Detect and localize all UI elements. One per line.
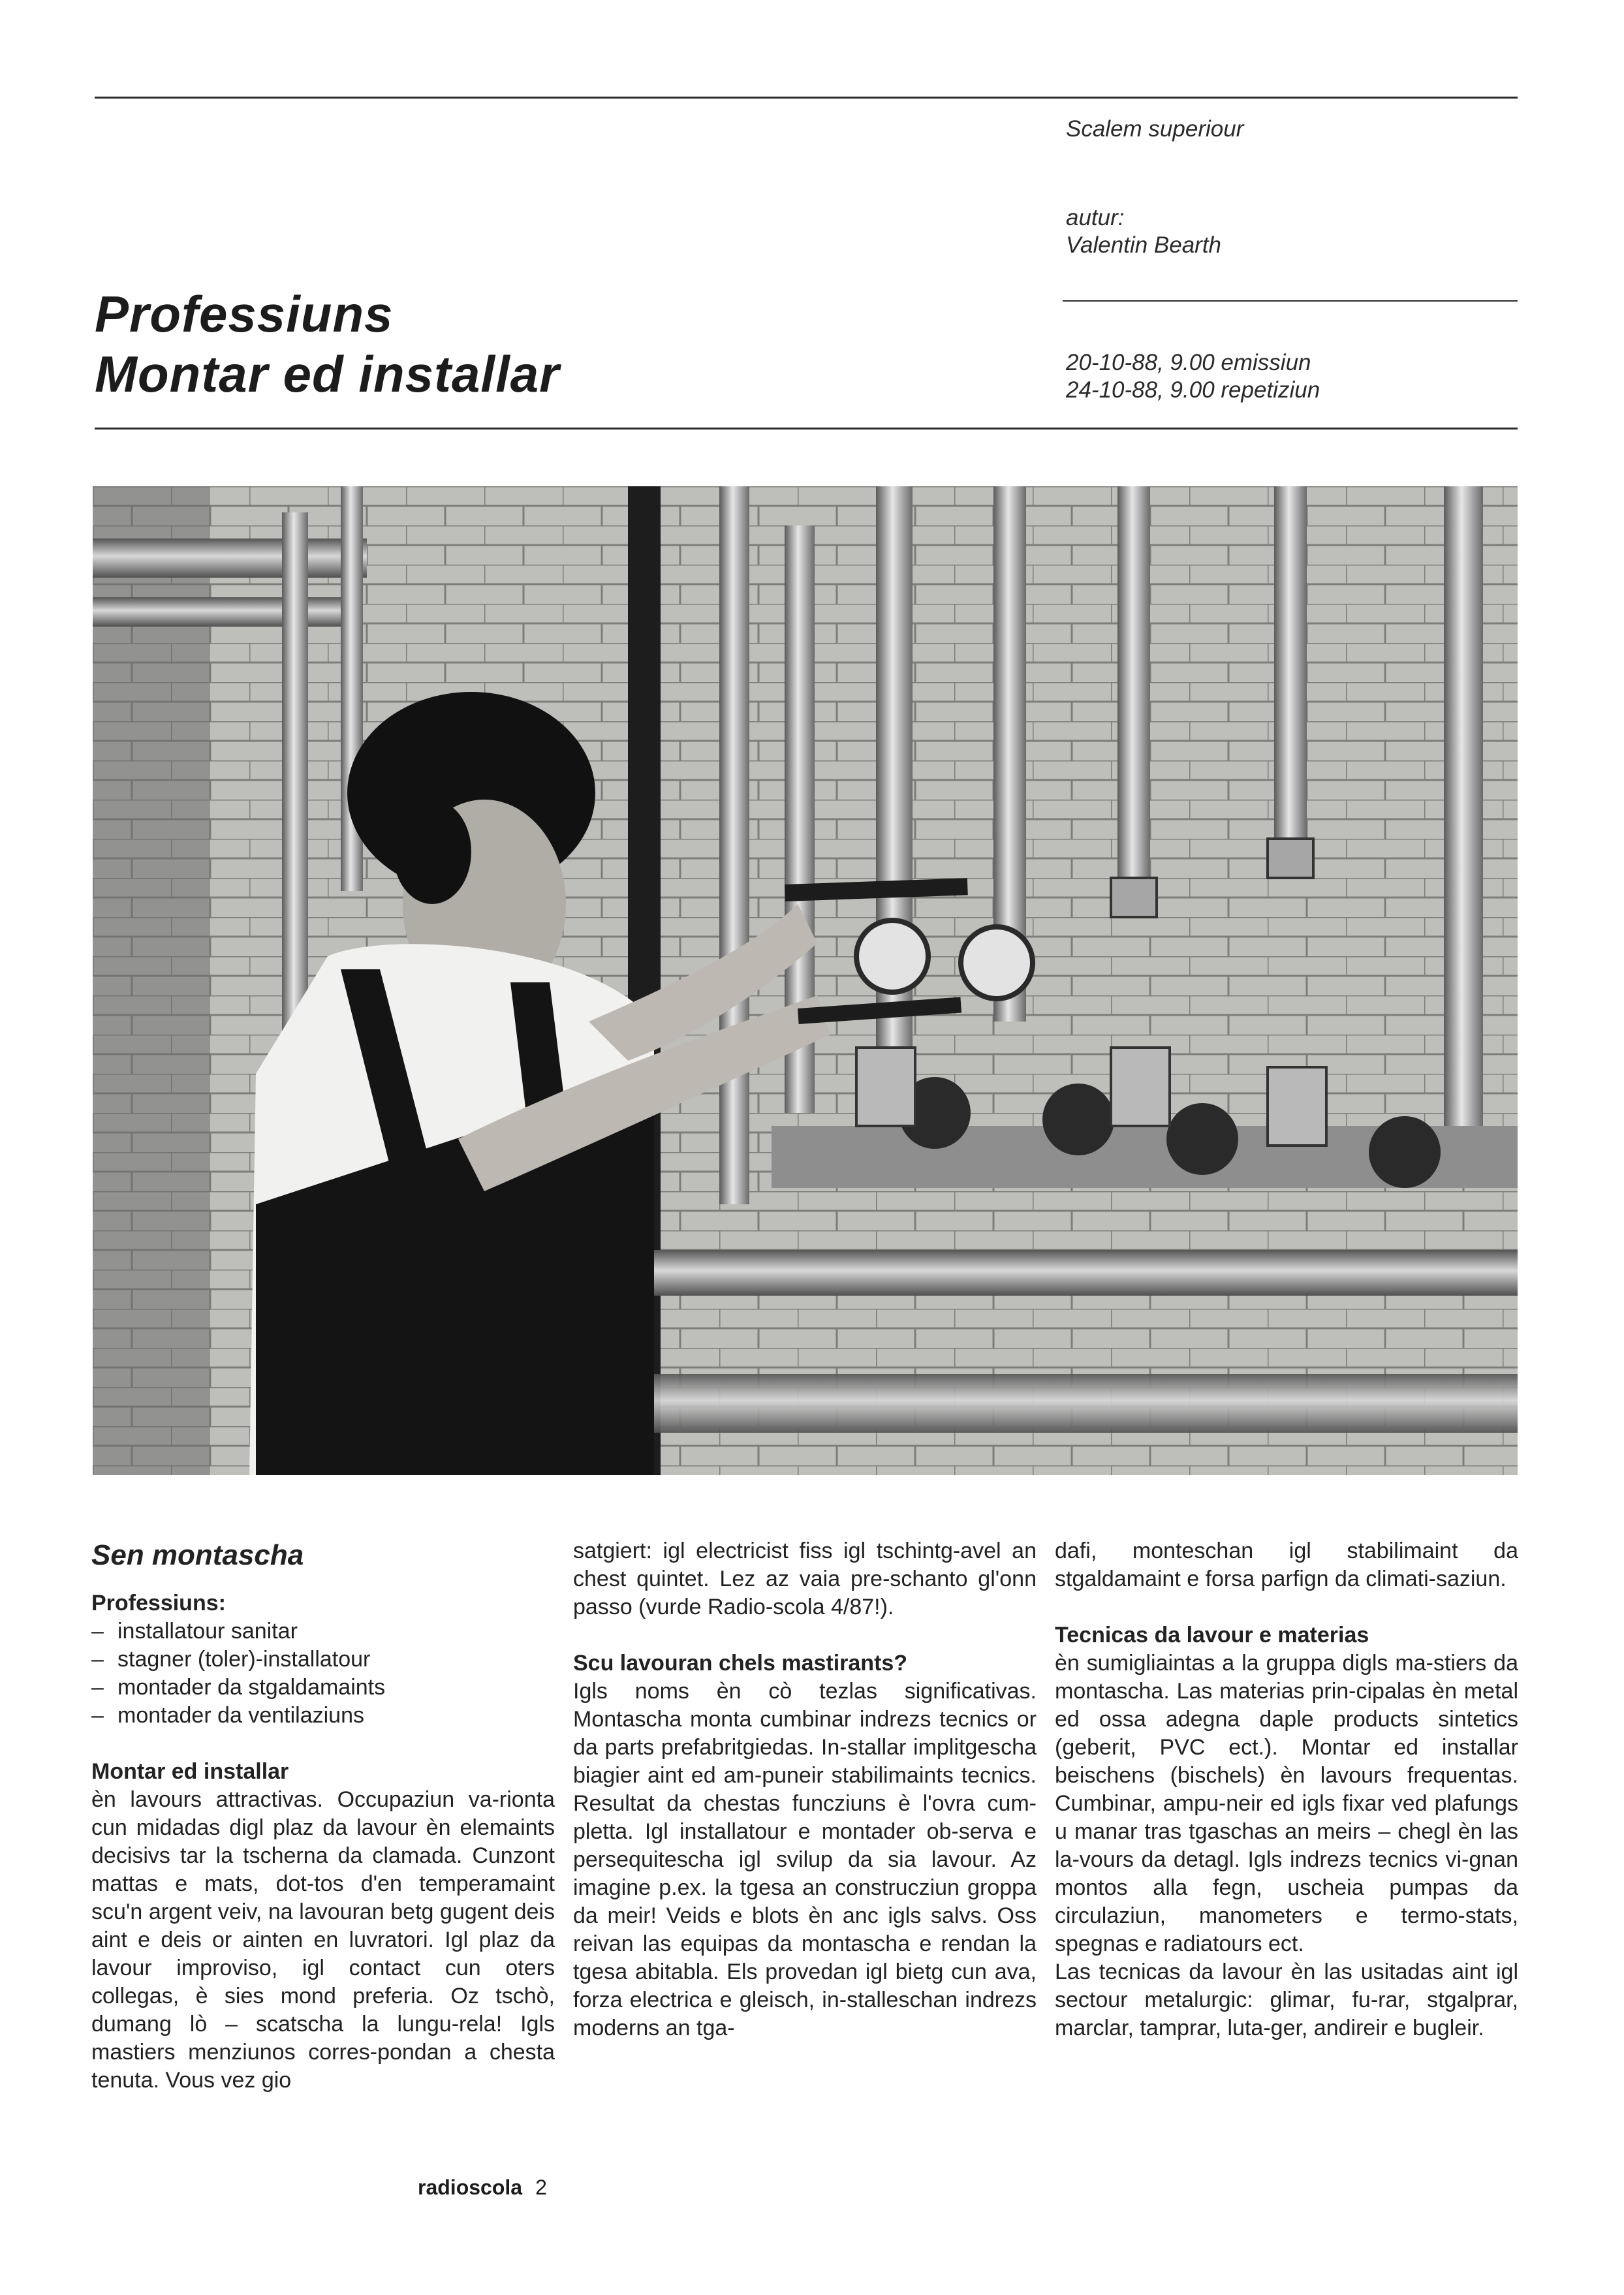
title-line-2: Montar ed installar: [95, 345, 560, 403]
article-column-2: [573, 1537, 1037, 2042]
question-heading: Scu lavouran chels mastirants?: [573, 1651, 908, 1676]
author-label: autur:: [1066, 205, 1125, 230]
page-number: 2: [535, 2176, 547, 2199]
page-footer: [418, 2174, 547, 2200]
techniques-paragraph-2: Las tecnicas da lavour èn las usitadas aint igl sectour metalurgic: glimar, fu-rar, stgalprar, marclar, tamprar, luta-ger, andireir e bugleir.: [1055, 1959, 1518, 2040]
continued-paragraph: dafi, monteschan igl stabilimaint da stgaldamaint e forsa parfign da climati-saziun.: [1055, 1538, 1518, 1591]
article-photo: [93, 486, 1518, 1475]
title-line-1: Professiuns: [95, 285, 394, 343]
author-name: Valentin Bearth: [1066, 232, 1222, 258]
intro-heading: Montar ed installar: [91, 1759, 289, 1784]
section-title: Sen montascha: [91, 1539, 304, 1571]
photo-installer-at-pipes: [93, 486, 1518, 1475]
professions-list: [91, 1617, 555, 1730]
article-column-3: [1055, 1537, 1518, 2042]
broadcast-date-2: 24-10-88, 9.00 repetiziun: [1066, 377, 1320, 403]
professions-heading: Professiuns:: [91, 1591, 226, 1616]
question-paragraph: Igls noms èn cò tezlas significativas. Montascha monta cumbinar indrezs tecnics or da parts prefabritgiedas. In-stallar implitgescha biagier aint ed am-puneir stabilimaints tecnics. Resultat da chestas funcziuns è l'ovra cum-pletta. Igl installatour e montader ob-serva e persequitescha igl svilup da sia lavour. Az imagine p.ex. la tgesa an construcziun groppa da meir! Veids e blots èn anc igls salvs. Oss reivan las equipas da montascha e rendan la tgesa abitabla. Els provedan igl bietg cun ava, forza electrica e gleisch, in-stalleschan indrezs moderns an tga-: [573, 1679, 1037, 2040]
techniques-heading: Tecnicas da lavour e materias: [1055, 1623, 1369, 1647]
list-item: – installatour sanitar: [91, 1617, 555, 1646]
top-rule: [95, 97, 1518, 99]
list-item: – montader da stgaldamaints: [91, 1674, 555, 1702]
list-item: – montader da ventilaziuns: [91, 1702, 555, 1730]
intro-paragraph: èn lavours attractivas. Occupaziun va-rionta cun midadas digl plaz da lavour èn elemaints decisivs tar la tscherna da clamada. Cunzont mattas e mats, dot-tos d'en temperamaint scu'n argent veiv, na lavouran betg gugent deis aint e deis or ainten en luvratori. Igl plaz da lavour improviso, igl contact cun oters collegas, è sies mond preferia. Oz tschò, dumang lò – scatscha la lungu-rela! Igls mastiers menziunos corres-pondan a chesta tenuta. Vous vez gio: [91, 1787, 555, 2093]
broadcast-date-1: 20-10-88, 9.00 emissiun: [1066, 350, 1311, 375]
list-item: – stagner (toler)-installatour: [91, 1646, 555, 1674]
publication-name: radioscola: [418, 2176, 523, 2199]
series-label: Scalem superiour: [1066, 116, 1244, 142]
author-rule: [1063, 300, 1518, 302]
techniques-paragraph: èn sumigliaintas a la gruppa digls ma-stiers da montascha. Las materias prin-cipalas èn metal ed ossa adegna daple products sintetics (geberit, PVC ect.). Montar ed installar beischens (bischels) èn lavours frequentas. Cumbinar, ampu-neir ed igls fixar ved plafungs u manar tras tgaschas an meirs – chegl èn las la-vours da detagl. Igls indrezs tecnics vi-gnan montos alla fegn, uscheia pumpas da circulaziun, manometers e termo-stats, spegnas e radiatours ect.: [1055, 1651, 1518, 1956]
article-column-1: [91, 1537, 555, 2095]
page-title: [95, 284, 559, 404]
continued-paragraph: satgiert: igl electricist fiss igl tschintg-avel an chest quintet. Lez az vaia pre-schanto gl'onn passo (vurde Radio-scola 4/87!).: [573, 1538, 1037, 1619]
title-bottom-rule: [95, 428, 1518, 429]
